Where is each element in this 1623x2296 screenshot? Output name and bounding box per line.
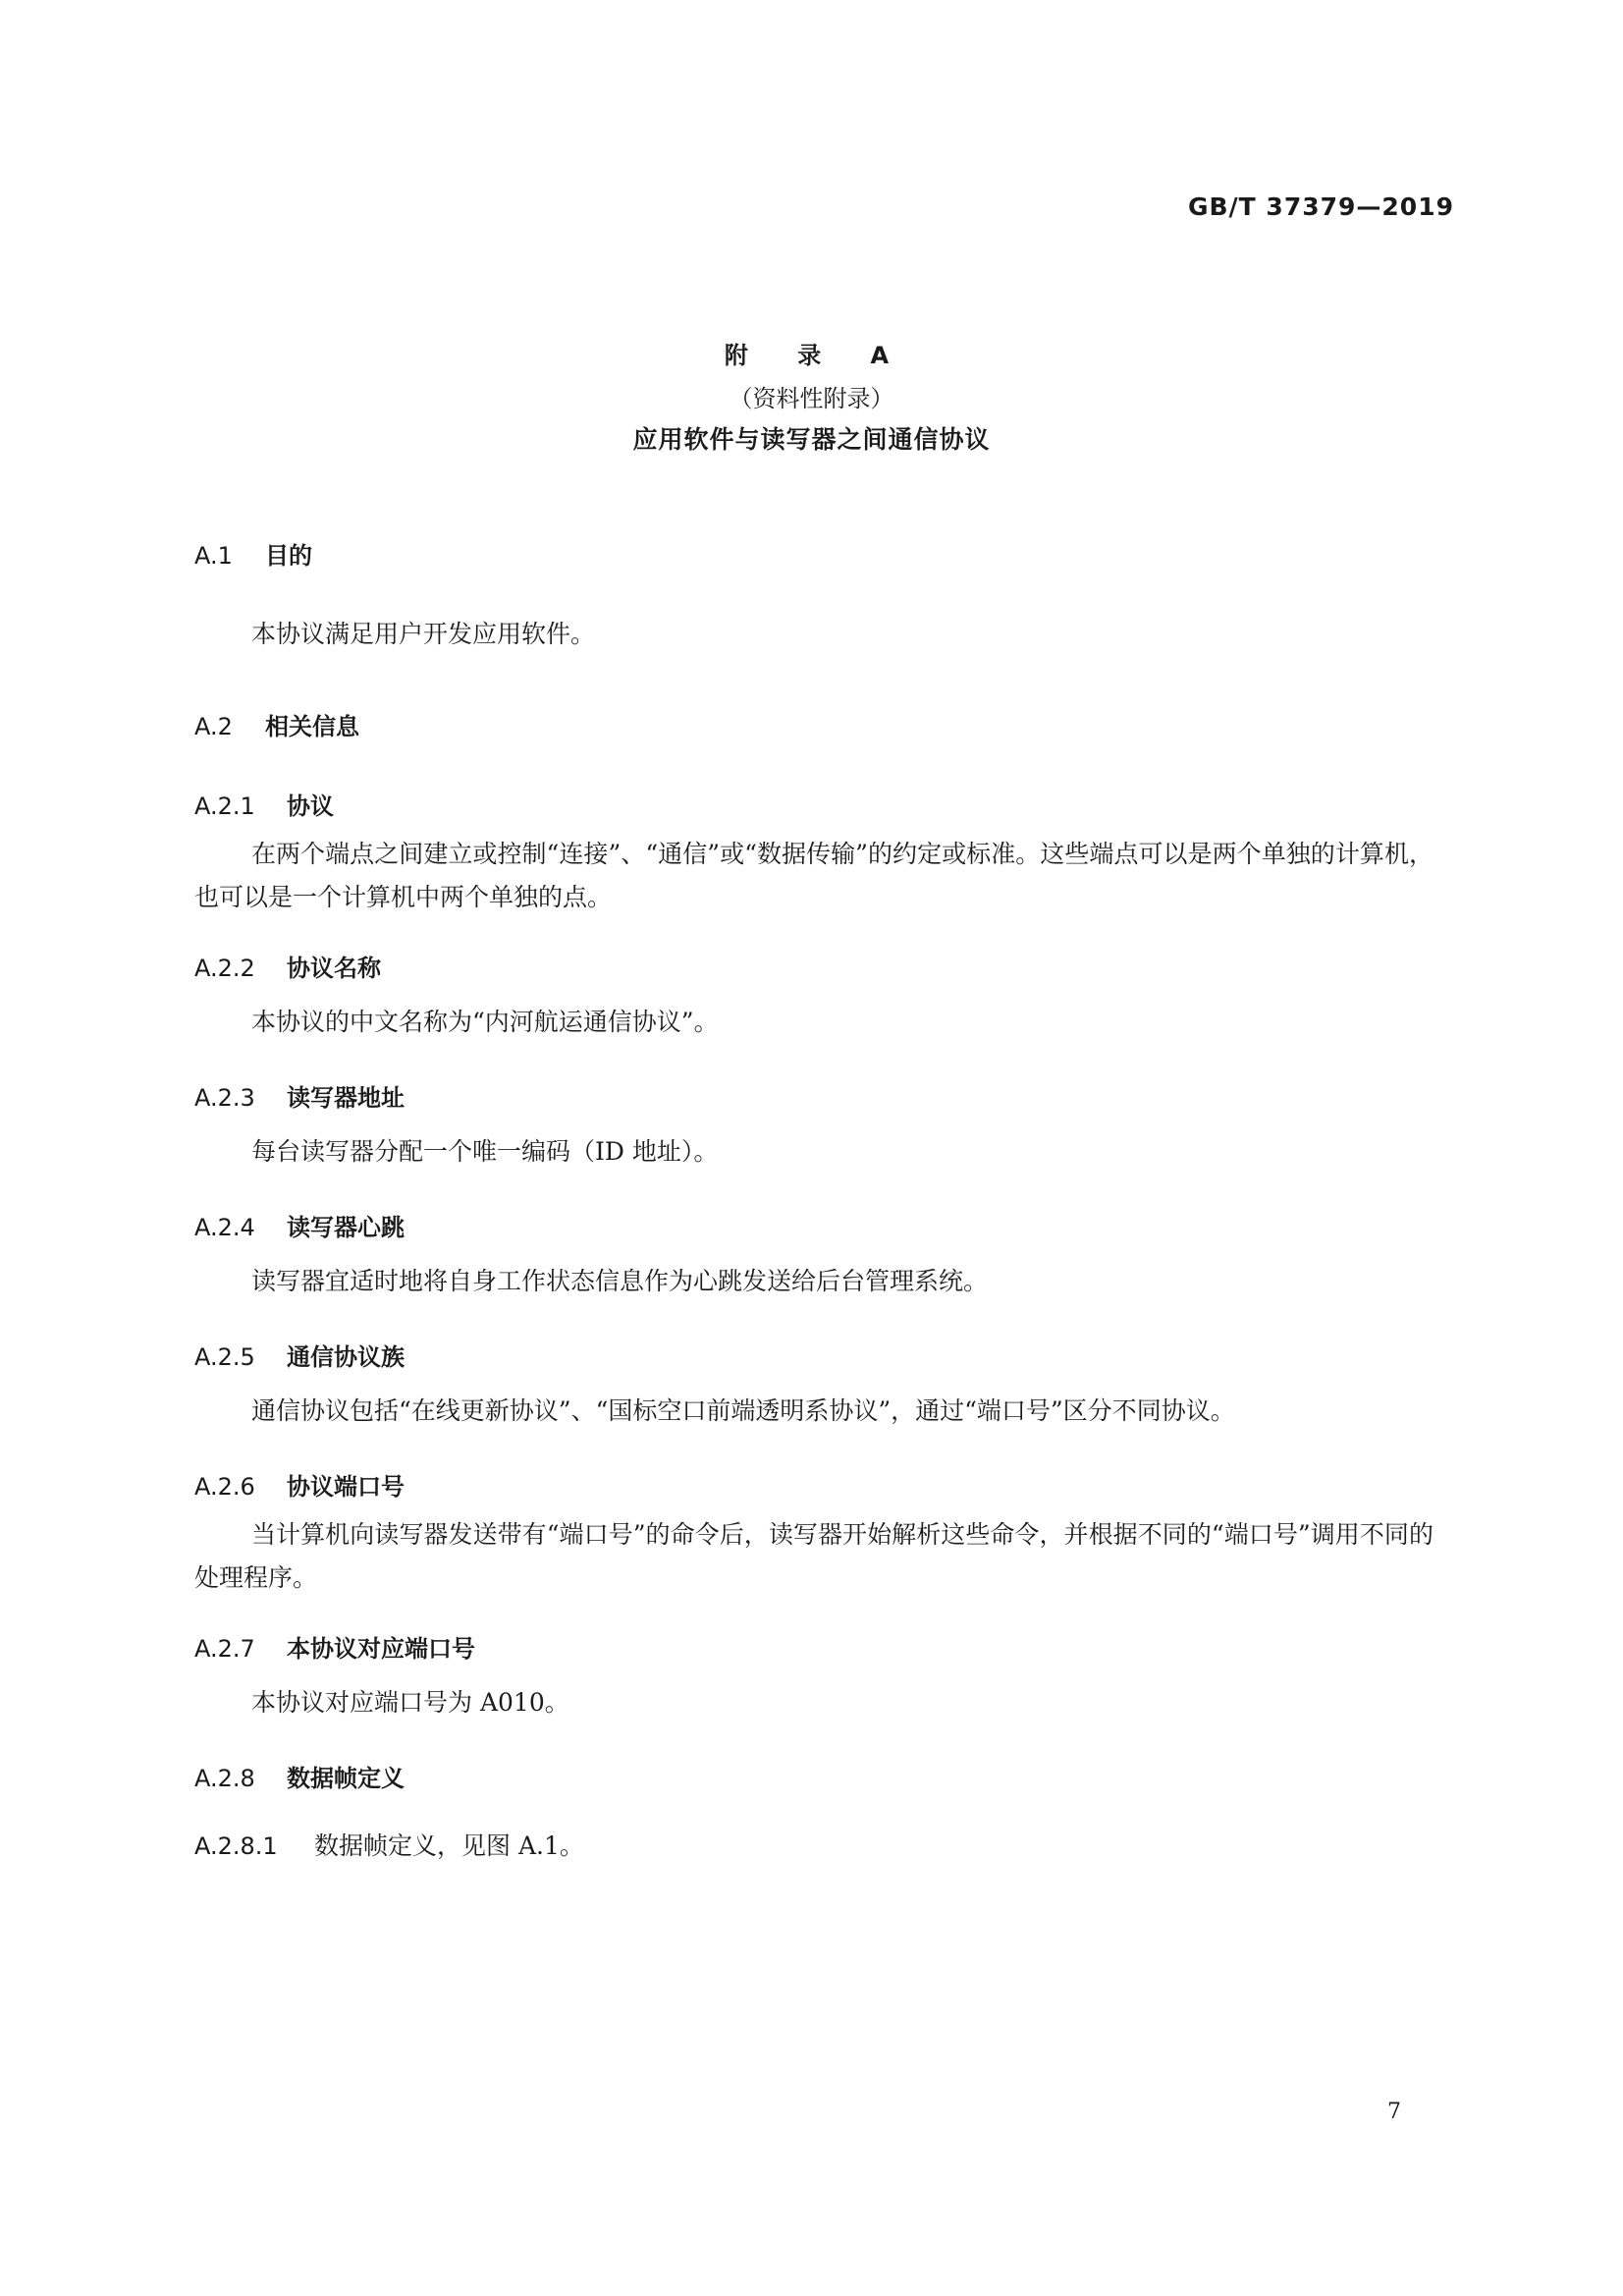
section-heading-a2 xyxy=(194,707,359,741)
section-title: 通信协议族 xyxy=(287,1343,405,1371)
section-body: 数据帧定义，见图 A.1。 xyxy=(314,1831,584,1860)
section-number: A.2.7 xyxy=(194,1635,255,1663)
section-number: A.1 xyxy=(194,542,233,570)
annex-title: 应用软件与读写器之间通信协议 xyxy=(632,425,991,454)
section-text-a1: 本协议满足用户开发应用软件。 xyxy=(251,620,596,648)
section-number: A.2.3 xyxy=(194,1084,255,1112)
section-heading-a26 xyxy=(194,1467,405,1502)
section-number: A.2.8 xyxy=(194,1765,255,1792)
section-title: 读写器地址 xyxy=(287,1084,405,1112)
section-title: 相关信息 xyxy=(265,713,359,740)
page-number: 7 xyxy=(1387,2100,1401,2124)
section-title: 协议端口号 xyxy=(287,1473,405,1501)
section-number: A.2.8.1 xyxy=(194,1832,278,1860)
section-text-a21: 在两个端点之间建立或控制“连接”、“通信”或“数据传输”的约定或标准。这些端点可以是两个单独的计算机，也可以是一个计算机中两个单独的点。 xyxy=(194,840,1434,911)
section-number: A.2.2 xyxy=(194,955,255,982)
section-title: 协议名称 xyxy=(287,955,381,982)
section-title: 读写器心跳 xyxy=(287,1214,405,1241)
section-number: A.2.5 xyxy=(194,1343,255,1371)
section-text-a25: 通信协议包括“在线更新协议”、“国标空口前端透明系协议”，通过“端口号”区分不同协议。 xyxy=(251,1396,1235,1425)
section-text-a23: 每台读写器分配一个唯一编码（ID 地址）。 xyxy=(251,1137,719,1166)
section-number: A.2 xyxy=(194,713,233,740)
section-title: 协议 xyxy=(287,793,334,820)
section-text-a26: 当计算机向读写器发送带有“端口号”的命令后，读写器开始解析这些命令，并根据不同的“端口号”调用不同的处理程序。 xyxy=(194,1520,1434,1592)
section-number: A.2.1 xyxy=(194,793,255,820)
section-title: 本协议对应端口号 xyxy=(287,1635,475,1663)
section-heading-a1 xyxy=(194,536,312,571)
section-heading-a24 xyxy=(194,1208,405,1242)
section-heading-a28 xyxy=(194,1759,405,1793)
section-heading-a21 xyxy=(194,787,334,821)
section-title: 目的 xyxy=(265,542,312,570)
section-heading-a25 xyxy=(194,1338,405,1372)
annex-type: （资料性附录） xyxy=(729,385,894,412)
section-text-a24: 读写器宜适时地将自身工作状态信息作为心跳发送给后台管理系统。 xyxy=(251,1267,989,1295)
section-title: 数据帧定义 xyxy=(287,1765,405,1792)
section-heading-a23 xyxy=(194,1078,405,1113)
section-number: A.2.6 xyxy=(194,1473,255,1501)
section-heading-a27 xyxy=(194,1629,475,1664)
annex-label: 附 录 A xyxy=(724,342,899,369)
section-text-a27: 本协议对应端口号为 A010。 xyxy=(251,1688,569,1717)
standard-number: GB/T 37379—2019 xyxy=(1187,192,1454,221)
section-number: A.2.4 xyxy=(194,1214,255,1241)
section-text-a281 xyxy=(194,1827,584,1862)
section-heading-a22 xyxy=(194,949,381,983)
section-text-a22: 本协议的中文名称为“内河航运通信协议”。 xyxy=(251,1008,719,1036)
